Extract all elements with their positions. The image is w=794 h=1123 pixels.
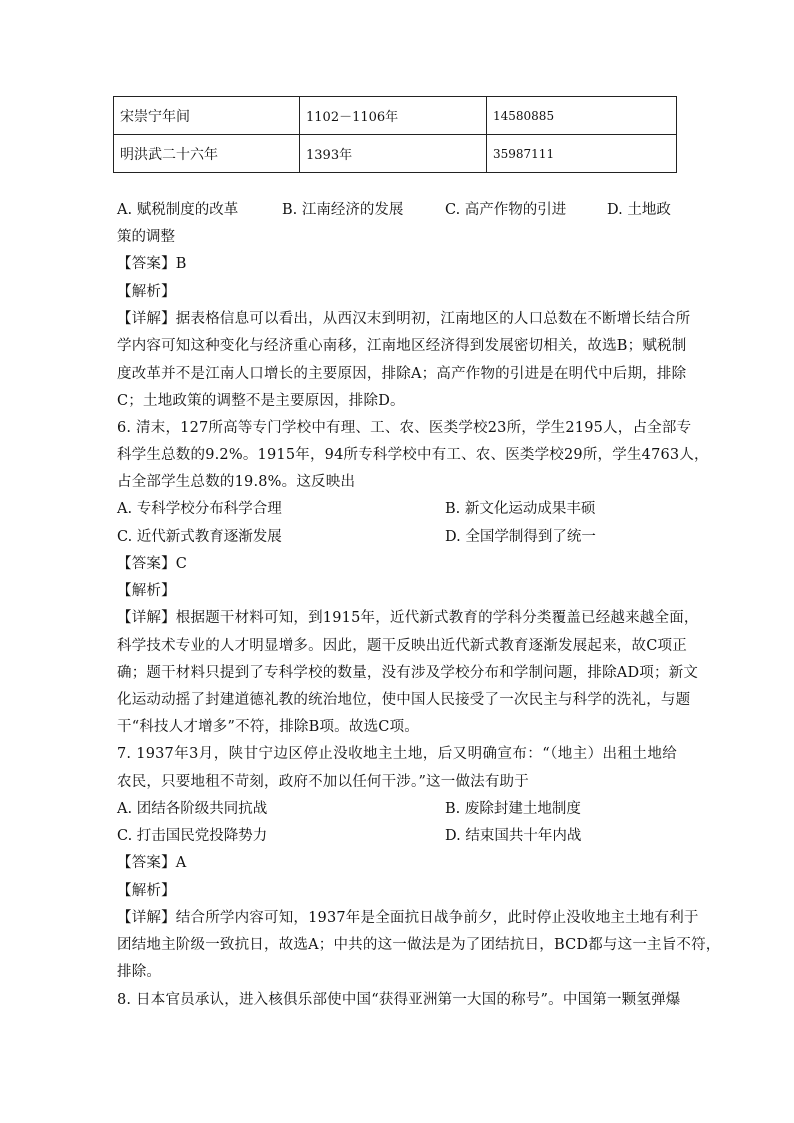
q6-answer: 【答案】C xyxy=(117,556,188,572)
table-row xyxy=(114,97,677,135)
q6-stem-line: 科学生总数的9.2%。1915年，94所专科学校中有工、农、医类学校29所，学生4763人， xyxy=(117,447,709,463)
q5-option-d: D. 土地政 xyxy=(607,202,671,218)
q7-answer: 【答案】A xyxy=(117,855,187,871)
q7-detail-line: 【详解】结合所学内容可知，1937年是全面抗日战争前夕，此时停止没收地主土地有利于 xyxy=(117,910,699,926)
q7-option-b: B. 废除封建土地制度 xyxy=(445,801,581,817)
q5-detail-line: C；土地政策的调整不是主要原因，排除D。 xyxy=(117,393,405,409)
q7-detail-line: 团结地主阶级一致抗日，故选A；中共的这一做法是为了团结抗日，BCD都与这一主旨不符， xyxy=(117,937,721,953)
q5-option-a: A. 赋税制度的改革 xyxy=(117,202,239,218)
q5-detail-line: 学内容可知这种变化与经济重心南移，江南地区经济得到发展密切相关，故选B；赋税制 xyxy=(117,338,687,354)
q6-stem-line: 6. 清末，127所高等专门学校中有理、工、农、医类学校23所，学生2195人，占全部专 xyxy=(117,420,692,436)
q5-option-c: C. 高产作物的引进 xyxy=(445,202,567,218)
q8-stem-line: 8. 日本官员承认，进入核俱乐部使中国“获得亚洲第一大国的称号”。中国第一颗氢弹爆 xyxy=(117,992,681,1008)
q5-option-d-wrap: 策的调整 xyxy=(117,229,175,245)
q5-detail-line: 度改革并不是江南人口增长的主要原因，排除A；高产作物的引进是在明代中后期，排除 xyxy=(117,366,687,382)
q6-analysis-label: 【解析】 xyxy=(117,583,176,599)
q6-option-c: C. 近代新式教育逐渐发展 xyxy=(117,529,282,545)
q7-option-a: A. 团结各阶级共同抗战 xyxy=(117,801,268,817)
q7-stem-line: 农民，只要地租不苛刻，政府不加以任何干涉。”这一做法有助于 xyxy=(117,774,529,790)
q6-stem-line: 占全部学生总数的19.8%。这反映出 xyxy=(117,474,356,490)
q6-detail-line: 【详解】根据题干材料可知，到1915年，近代新式教育的学科分类覆盖已经越来越全面， xyxy=(117,610,699,626)
q6-detail-line: 干“科技人才增多”不符，排除B项。故选C项。 xyxy=(117,719,419,735)
q5-answer: 【答案】B xyxy=(117,256,187,272)
table-cell: 宋崇宁年间 xyxy=(114,97,300,135)
table-cell: 14580885 xyxy=(487,97,677,135)
table-cell: 1393年 xyxy=(300,135,487,173)
q7-option-c: C. 打击国民党投降势力 xyxy=(117,828,268,844)
q6-detail-line: 确；题干材料只提到了专科学校的数量，没有涉及学校分布和学制问题，排除AD项；新文 xyxy=(117,665,699,681)
q5-analysis-label: 【解析】 xyxy=(117,284,176,300)
q5-detail-line: 【详解】据表格信息可以看出，从西汉末到明初，江南地区的人口总数在不断增长结合所 xyxy=(117,311,691,327)
q6-detail-line: 科学技术专业的人才明显增多。因此，题干反映出近代新式教育逐渐发展起来，故C项正 xyxy=(117,638,687,654)
q7-detail-line: 排除。 xyxy=(117,964,162,980)
table-row xyxy=(114,135,677,173)
q6-option-d: D. 全国学制得到了统一 xyxy=(445,529,596,545)
q7-analysis-label: 【解析】 xyxy=(117,883,176,899)
q7-stem-line: 7. 1937年3月，陕甘宁边区停止没收地主土地，后又明确宣布：“（地主）出租土地给 xyxy=(117,746,677,762)
table-cell: 35987111 xyxy=(487,135,677,173)
q7-option-d: D. 结束国共十年内战 xyxy=(445,828,582,844)
table-cell: 1102－1106年 xyxy=(300,97,487,135)
table-cell: 明洪武二十六年 xyxy=(114,135,300,173)
q6-option-a: A. 专科学校分布科学合理 xyxy=(117,501,282,517)
q6-detail-line: 化运动动摇了封建道德礼教的统治地位，使中国人民接受了一次民主与科学的洗礼，与题 xyxy=(117,692,691,708)
population-table xyxy=(113,96,677,173)
q6-option-b: B. 新文化运动成果丰硕 xyxy=(445,501,596,517)
q5-option-b: B. 江南经济的发展 xyxy=(282,202,404,218)
